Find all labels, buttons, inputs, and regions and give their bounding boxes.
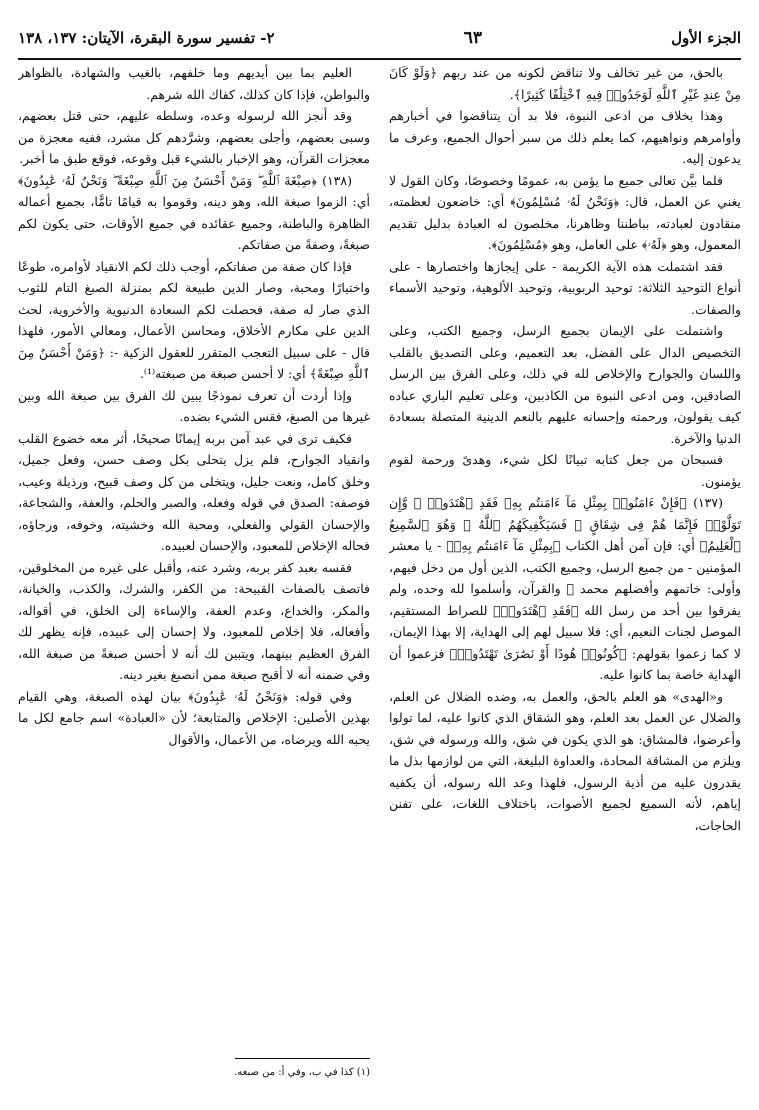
paragraph: بالحق، من غير تخالف ولا تناقض لكونه من عند ربهم ﴿وَلَوْ كَانَ مِنْ عِندِ غَيْرِ ٱللَّهِ لَوَجَدُوا۟ فِيهِ ٱخْتِلَٰفًا كَثِيرًا﴾.	[389, 65, 741, 102]
paragraph: واشتملت على الإيمان بجميع الرسل، وجميع الكتب، وعلى التخصيص الدال على الفضل، بعد التعميم، وعلى التصديق بالقلب واللسان والجوارح والإخلاص لله في ذلك، وعلى الفرق بين الرسل الصادقين، ومن ادعى النبوة من الكاذبين، وعلى تعليم الباري عباده كيف يقولون، ورحمته وإحسانه عليهم بالنعم الدينية المتصلة بسعادة الدنيا والآخرة.	[389, 323, 741, 446]
left-text-column	[18, 62, 370, 1022]
paragraph: فلما بيَّن تعالى جميع ما يؤمن به، عمومًا وخصوصًا، وكان القول لا يغني عن العمل، قال: ﴿وَنَحْنُ لَهُۥ مُسْلِمُونَ﴾ أي: خاضعون لعظمته، منقادون لعبادته، بباطننا وظاهرنا، مخلصون له العبادة بدليل تقديم المعمول، وهو ﴿لَهُۥ﴾ على العامل، وهو ﴿مُسْلِمُونَ﴾.	[389, 172, 741, 252]
paragraph: فكيف ترى في عبد آمن بربه إيمانًا صحيحًا، أثر معه خضوع القلب وانقياد الجوارح، فلم يزل يتحلى بكل وصف حسن، وفعل جميل، وخلق كامل، ونعت جليل، ويتخلى من كل وصف قبيح، ورذيلة وعيب، فوصفه: الصدق في قوله وفعله، والصبر والحلم، والعفة، والشجاعة، والإحسان القولي والفعلي، ومحبة الله وخشيته، وخوفه، ورجاؤه، فحاله الإخلاص للمعبود، والإحسان لعبيده.	[18, 430, 370, 553]
chapter-title: ٢- تفسير سورة البقرة، الآيتان: ١٣٧، ١٣٨	[18, 29, 275, 47]
page-number: ٦٣	[463, 28, 482, 48]
right-text-column	[389, 62, 741, 1102]
footnote-divider	[235, 1058, 370, 1059]
paragraph: وإذا أردت أن تعرف نموذجًا يبين لك الفرق بين صبغة الله وبين غيرها من الصبغ، فقس الشيء بضده.	[18, 387, 370, 424]
header-divider	[18, 58, 741, 60]
footnote: (١) كذا في ب، وفي أ: من صبغه.	[234, 1067, 370, 1078]
paragraph: و«الهدى» هو العلم بالحق، والعمل به، وضده الضلال عن العلم، والضلال عن العمل بعد العلم، وهو الشقاق الذي كانوا عليه، لما تولوا وأعرضوا، فالمشاق: هو الذي يكون في شق، والله ورسوله في شق، ويلزم من المشاقة المحادة، والعداوة البليغة، التي من لوازمها بذل ما يقدرون عليه من أذية الرسول، فلهذا وعد الله رسوله، أن يكفيه إياهم، لأنه السميع لجميع الأصوات، باختلاف اللغات، على تفنن الحاجات،	[389, 688, 741, 833]
paragraph: (١٣٨) ﴿صِبْغَةَ ٱللَّهِ ۖ وَمَنْ أَحْسَنُ مِنَ ٱللَّهِ صِبْغَةً ۖ وَنَحْنُ لَهُۥ عَٰبِدُونَ﴾ أي: الزموا صبغة الله، وهو دينه، وقوموا به قيامًا تامًّا، بجميع أعماله الظاهرة والباطنة، وجميع عقائده في جميع الأوقات، حتى يكون لكم صبغةً، وصفةً من صفاتكم.	[18, 172, 370, 252]
paragraph: فإذا كان صفة من صفاتكم، أوجب ذلك لكم الانقياد لأوامره، طوعًا واختيارًا ومحبة، وصار الدين طبيعة لكم بمنزلة الصبغ التام للثوب الذي صار له صفة، فحصلت لكم السعادة الدنيوية والأخروية، لحث الدين على مكارم الأخلاق، ومحاسن الأعمال، ومعالي الأمور، فلهذا قال - على سبيل التعجب المتقرر للعقول الزكية -: ﴿وَمَنْ أَحْسَنُ مِنَ ٱللَّهِ صِبْغَةً﴾ أي: لا أحسن صبغة من صبغته⁽¹⁾.	[18, 258, 370, 381]
page-header	[18, 22, 741, 54]
paragraph: فسبحان من جعل كتابه تبيانًا لكل شيء، وهدىً ورحمة لقوم يؤمنون.	[389, 452, 741, 489]
paragraph: فقسه بعبد كفر بربه، وشرد عنه، وأقبل على غيره من المخلوقين، فاتصف بالصفات القبيحة: من الكفر، والشرك، والكذب، والخيانة، والمكر، والخداع، وعدم العفة، والإساءة إلى الخلق، في أقواله، وأفعاله، فلا إخلاص للمعبود، ولا إحسان إلى عبيده، فإنه يظهر لك الفرق العظيم بينهما، ويتبين لك أنه لا أحسن صبغةً من صبغة الله، وفي ضمنه أنه لا أقبح صبغة ممن انصبغ بغير دينه.	[18, 559, 370, 682]
paragraph: (١٣٧) ﴿فَإِنْ ءَامَنُوا۟ بِمِثْلِ مَآ ءَامَنتُم بِهِۦ فَقَدِ ٱهْتَدَوا۟ ۖ وَّإِن تَوَلَّوْا۟ فَإِنَّمَا هُمْ فِى شِقَاقٍ ۖ فَسَيَكْفِيكَهُمُ ٱللَّهُ ۚ وَهُوَ ٱلسَّمِيعُ ٱلْعَلِيمُ﴾ أي: فإن آمن أهل الكتاب ﴿بِمِثْلِ مَآ ءَامَنتُم بِهِۦ﴾ - يا معشر المؤمنين - من جميع الرسل، وجميع الكتب، الذين أول من دخل فيهم، وأولى: خاتمهم وأفضلهم محمد ﷺ والقرآن، وأسلموا لله وحده، ولم يفرقوا بين أحد من رسل الله ﴿فَقَدِ ٱهْتَدَوا۟﴾ للصراط المستقيم، الموصل لجنات النعيم، أي: فلا سبيل لهم إلى الهداية، إلا بهذا الإيمان، لا كما زعموا بقولهم: ﴿كُونُوا۟ هُودًا أَوْ نَصَٰرَىٰ تَهْتَدُوا۟﴾ فزعموا أن الهداية خاصة بما كانوا عليه.	[389, 495, 741, 682]
paragraph: وفي قوله: ﴿وَنَحْنُ لَهُۥ عَٰبِدُونَ﴾ بيان لهذه الصبغة، وهي القيام بهذين الأصلين: الإخلاص والمتابعة؛ لأن «العبادة» اسم جامع لكل ما يحبه الله ويرضاه، من الأعمال، والأقوال	[18, 688, 370, 747]
paragraph: وقد أنجز الله لرسوله وعده، وسلطه عليهم، حتى قتل بعضهم، وسبى بعضهم، وأجلى بعضهم، وشرَّدهم كل مشرد، ففيه معجزة من معجزات القرآن، وهو الإخبار بالشيء قبل وقوعه، فوقع طبق ما أخبر.	[18, 108, 370, 166]
paragraph: وهذا بخلاف من ادعى النبوة، فلا بد أن يتناقضوا في أخبارهم وأوامرهم ونواهيهم، كما يعلم ذلك من سبر أحوال الجميع، وعرف ما يدعون إليه.	[389, 108, 741, 166]
paragraph: فقد اشتملت هذه الآية الكريمة - على إيجازها واختصارها - على أنواع التوحيد الثلاثة: توحيد الربوبية، وتوحيد الألوهية، وتوحيد الأسماء والصفات.	[389, 258, 741, 317]
paragraph: العليم بما بين أيديهم وما خلفهم، بالغيب والشهادة، بالظواهر والبواطن، فإذا كان كذلك، كفاك الله شرهم.	[18, 65, 370, 102]
volume-title: الجزء الأول	[671, 29, 741, 47]
